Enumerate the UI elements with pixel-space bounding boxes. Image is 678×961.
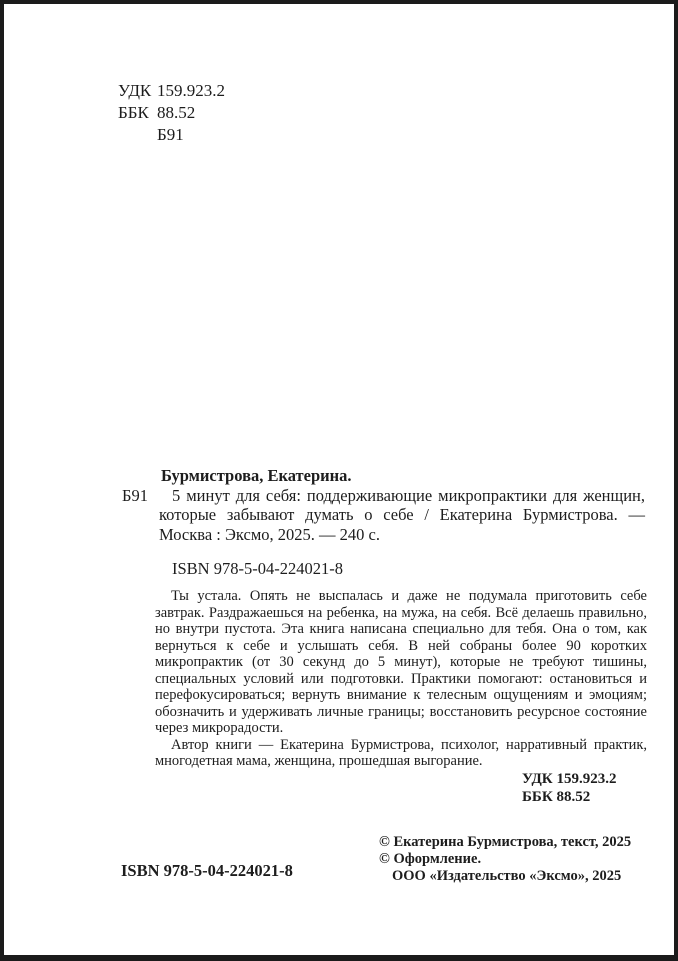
udk-row [118,80,225,102]
bibliographic-entry [122,466,645,578]
bottom-udk-line: УДК 159.923.2 [522,771,617,787]
copyright-block [379,834,631,885]
bbk-value: 88.52 [157,103,196,122]
copyright-line-publisher: ООО «Издательство «Эксмо», 2025 [392,868,622,884]
isbn-line: ISBN 978-5-04-224021-8 [172,558,343,578]
copyright-line-author: © Екатерина Бурмистрова, текст, 2025 [379,834,632,850]
bib-author-heading: Бурмистрова, Екатерина. [161,466,352,485]
copyright-line-design: © Оформление. [379,851,482,867]
annotation-paragraph-2: Автор книги — Екатерина Бурмистрова, психолог, нарративный практик, многодетная мама, женщина, прошедшая выгорание. [155,736,647,769]
bottom-classification-codes [522,771,616,806]
udk-value: 159.923.2 [157,81,225,100]
author-sign: Б91 [157,125,184,144]
top-classification-codes [118,80,225,146]
bib-description [122,485,645,545]
bib-author-sign: Б91 [122,485,148,505]
author-sign-row [118,124,225,146]
udk-label: УДК [118,81,152,100]
isbn-bottom: ISBN 978-5-04-224021-8 [121,861,293,880]
bbk-label: ББК [118,103,149,122]
bottom-bbk-line: ББК 88.52 [522,788,591,805]
annotation-block [155,588,647,770]
bbk-row [118,102,225,124]
annotation-paragraph-1: Ты устала. Опять не выспалась и даже не подумала приготовить себе завтрак. Раздражаешься на ребенка, на мужа, на себя. Всё делаешь правильно, но внутри пустота. Эта книга написана специально для тебя. Она о том, как вернуться к себе и услышать себя. В ней собраны более 90 коротких микропрактик (от 30 секунд до 5 минут), которые не требуют тишины, специальных условий или подготовки. Практики помогают: остановиться и перефокусироваться; вернуть внимание к телесным ощущениям и эмоциям; обозначить и удерживать личные границы; восстановить ресурсное состояние через микрорадости. [155,588,647,736]
bib-description-text: 5 минут для себя: поддерживающие микропрактики для женщин, которые забывают думать о себе / Екатерина Бурмистрова. — Москва : Эксмо, 2025. — 240 с. [159,485,645,544]
